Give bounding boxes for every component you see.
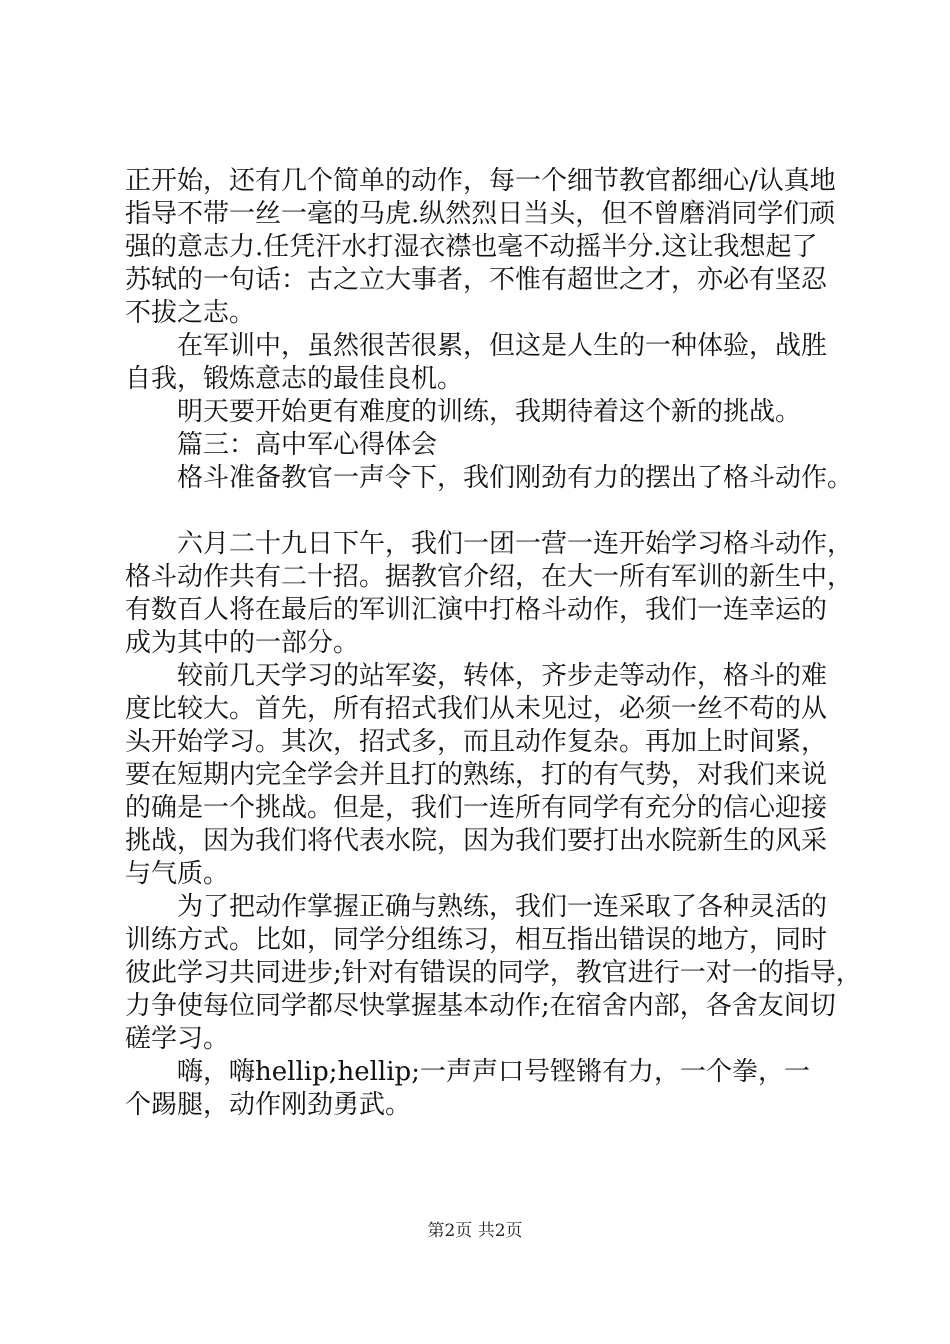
text-line: 有数百人将在最后的军训汇演中打格斗动作，我们一连幸运的	[125, 595, 828, 625]
text-line: 自我，锻炼意志的最佳良机。	[125, 364, 464, 394]
text-line: 的确是一个挑战。但是，我们一连所有同学有充分的信心迎接	[125, 793, 828, 823]
blank-line	[125, 495, 845, 528]
text-line: 为了把动作掌握正确与熟练，我们一连采取了各种灵活的	[177, 892, 828, 922]
text-line: 较前几天学习的站军姿，转体，齐步走等动作，格斗的难	[177, 661, 828, 691]
text-line: 明天要开始更有难度的训练，我期待着这个新的挑战。	[177, 397, 802, 427]
text-line: 正开始，还有几个简单的动作，每一个细节教官都细心/认真地	[125, 166, 836, 196]
text-line: 挑战，因为我们将代表水院，因为我们要打出水院新生的风采	[125, 826, 828, 856]
text-line: 与气质。	[125, 859, 230, 889]
text-line: 篇三：高中军心得体会	[177, 430, 438, 460]
text-line: 力争使每位同学都尽快掌握基本动作;在宿舍内部，各舍友间切	[125, 991, 836, 1021]
text-line: 彼此学习共同进步;针对有错误的同学，教官进行一对一的指导，	[125, 958, 862, 988]
document-body	[125, 165, 862, 1122]
text-line: 磋学习。	[125, 1024, 230, 1054]
text-line: 不拔之志。	[125, 298, 256, 328]
text-line: 在军训中，虽然很苦很累，但这是人生的一种体验，战胜	[177, 331, 828, 361]
text-line: 训练方式。比如，同学分组练习，相互指出错误的地方，同时	[125, 925, 828, 955]
page-footer: 第2页 共2页	[427, 1221, 523, 1241]
text-line: 度比较大。首先，所有招式我们从未见过，必须一丝不苟的从	[125, 694, 828, 724]
text-line: 嗨，嗨hellip;hellip;一声声口号铿锵有力，一个拳，一	[177, 1057, 810, 1087]
text-line: 指导不带一丝一毫的马虎.纵然烈日当头，但不曾磨消同学们顽	[125, 199, 836, 229]
text-line: 格斗动作共有二十招。据教官介绍，在大一所有军训的新生中，	[125, 562, 854, 592]
text-line: 苏轼的一句话：古之立大事者，不惟有超世之才，亦必有坚忍	[125, 265, 828, 295]
text-line: 强的意志力.任凭汗水打湿衣襟也毫不动摇半分.这让我想起了	[125, 232, 818, 262]
text-line: 成为其中的一部分。	[125, 628, 360, 658]
text-line: 六月二十九日下午，我们一团一营一连开始学习格斗动作，	[177, 529, 854, 559]
text-line: 个踢腿，动作刚劲勇武。	[125, 1090, 412, 1120]
text-line: 要在短期内完全学会并且打的熟练，打的有气势，对我们来说	[125, 760, 828, 790]
text-line: 头开始学习。其次，招式多，而且动作复杂。再加上时间紧，	[125, 727, 828, 757]
text-line: 格斗准备教官一声令下，我们刚劲有力的摆出了格斗动作。	[177, 463, 854, 493]
